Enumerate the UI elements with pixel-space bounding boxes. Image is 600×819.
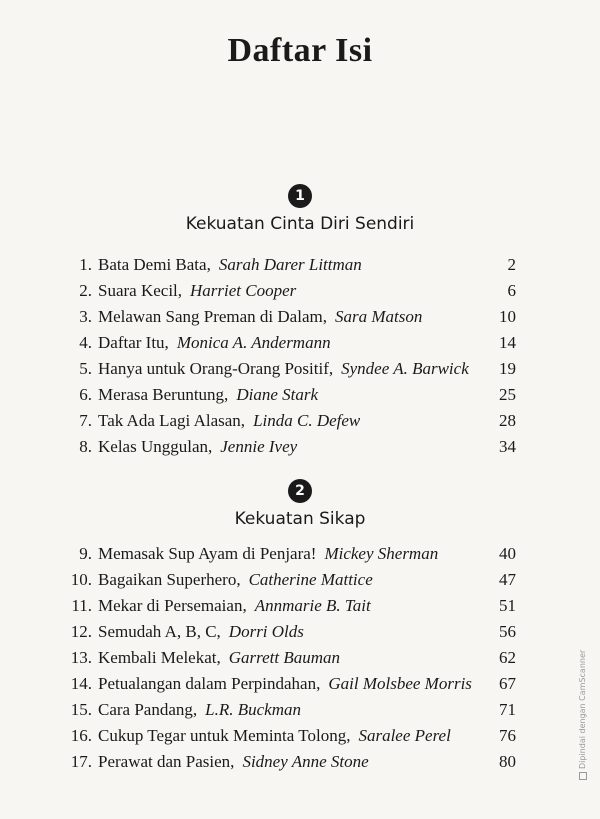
toc-entry: [0, 543, 600, 569]
toc-entry-author: Harriet Cooper: [190, 281, 297, 300]
toc-entry-page: 62: [499, 648, 516, 667]
toc-entry-page: 14: [499, 333, 516, 352]
toc-entry-title-text: Petualangan dalam Perpindahan,: [98, 674, 321, 693]
toc-entry-title: [98, 543, 438, 565]
toc-entry-number: 17.: [70, 752, 92, 771]
toc-entry: [0, 280, 600, 306]
section-2-number-icon: 2: [288, 479, 312, 503]
toc-entry: [0, 621, 600, 647]
toc-entry-page: 2: [507, 255, 516, 274]
toc-entry-title-text: Melawan Sang Preman di Dalam,: [98, 307, 327, 326]
toc-entry-page: 56: [499, 622, 516, 641]
toc-entry-title-text: Bagaikan Superhero,: [98, 570, 241, 589]
toc-entry-title: [98, 699, 301, 721]
toc-entry-author: Catherine Mattice: [248, 570, 373, 589]
toc-entry-number: 6.: [79, 385, 92, 404]
toc-entry-title-text: Bata Demi Bata,: [98, 255, 211, 274]
toc-entry-number: 7.: [79, 411, 92, 430]
toc-entry: [0, 699, 600, 725]
section-1-list: [0, 254, 600, 462]
toc-entry-page: 10: [499, 307, 516, 326]
scanner-logo-icon: [579, 772, 587, 780]
toc-entry-page: 28: [499, 411, 516, 430]
toc-entry-author: Monica A. Andermann: [176, 333, 331, 352]
toc-entry-author: Dorri Olds: [228, 622, 304, 641]
toc-entry: [0, 436, 600, 462]
toc-entry-title: [98, 384, 318, 406]
toc-entry-page: 47: [499, 570, 516, 589]
toc-entry: [0, 254, 600, 280]
toc-entry: [0, 647, 600, 673]
toc-entry-author: Linda C. Defew: [253, 411, 361, 430]
toc-entry: [0, 358, 600, 384]
toc-entry-title: [98, 332, 331, 354]
toc-entry-page: 67: [499, 674, 516, 693]
toc-entry-number: 5.: [79, 359, 92, 378]
watermark-text: Dipindai dengan CamScanner: [578, 649, 587, 769]
toc-entry-author: L.R. Buckman: [205, 700, 301, 719]
toc-entry-title-text: Perawat dan Pasien,: [98, 752, 235, 771]
section-1-number-icon: 1: [288, 184, 312, 208]
toc-entry-title-text: Kelas Unggulan,: [98, 437, 213, 456]
toc-entry-author: Saralee Perel: [358, 726, 451, 745]
toc-entry-author: Sidney Anne Stone: [242, 752, 369, 771]
toc-entry-title-text: Daftar Itu,: [98, 333, 169, 352]
toc-entry-title: [98, 647, 340, 669]
toc-entry-title-text: Kembali Melekat,: [98, 648, 221, 667]
toc-entry-title: [98, 306, 422, 328]
toc-entry-number: 13.: [70, 648, 92, 667]
toc-entry-author: Annmarie B. Tait: [254, 596, 371, 615]
toc-entry-author: Garrett Bauman: [228, 648, 341, 667]
section-1-title: Kekuatan Cinta Diri Sendiri: [185, 214, 415, 234]
toc-entry-number: 16.: [70, 726, 92, 745]
toc-entry-title-text: Memasak Sup Ayam di Penjara!: [98, 544, 317, 563]
toc-entry-title-text: Merasa Beruntung,: [98, 385, 229, 404]
toc-entry-title: [98, 358, 469, 380]
toc-entry-number: 10.: [70, 570, 92, 589]
toc-entry-page: 71: [499, 700, 516, 719]
toc-entry-title: [98, 673, 472, 695]
toc-entry-title: [98, 280, 296, 302]
toc-entry-page: 76: [499, 726, 516, 745]
toc-entry-title: [98, 436, 297, 458]
toc-entry-page: 40: [499, 544, 516, 563]
toc-entry-author: Diane Stark: [236, 385, 318, 404]
toc-entry-author: Gail Molsbee Morris: [328, 674, 472, 693]
toc-entry-number: 3.: [79, 307, 92, 326]
toc-entry-page: 6: [507, 281, 516, 300]
toc-entry: [0, 569, 600, 595]
toc-entry-title: [98, 254, 362, 276]
toc-entry-title: [98, 595, 371, 617]
scanner-watermark: [578, 650, 587, 780]
toc-entry-title: [98, 621, 304, 643]
toc-entry-number: 1.: [79, 255, 92, 274]
toc-entry: [0, 384, 600, 410]
toc-entry-number: 8.: [79, 437, 92, 456]
toc-entry-title-text: Semudah A, B, C,: [98, 622, 221, 641]
toc-entry-author: Mickey Sherman: [324, 544, 439, 563]
toc-entry-page: 19: [499, 359, 516, 378]
toc-entry-title-text: Hanya untuk Orang-Orang Positif,: [98, 359, 334, 378]
page-title: Daftar Isi: [227, 32, 373, 69]
toc-entry-title: [98, 569, 373, 591]
toc-entry: [0, 595, 600, 621]
toc-entry: [0, 410, 600, 436]
toc-entry: [0, 332, 600, 358]
toc-entry-page: 80: [499, 752, 516, 771]
section-2-list: [0, 543, 600, 777]
toc-entry-number: 11.: [71, 596, 92, 615]
toc-entry-number: 2.: [79, 281, 92, 300]
toc-entry-title: [98, 751, 369, 773]
toc-entry-title-text: Tak Ada Lagi Alasan,: [98, 411, 246, 430]
toc-entry-number: 15.: [70, 700, 92, 719]
toc-entry-author: Jennie Ivey: [220, 437, 298, 456]
toc-entry-number: 14.: [70, 674, 92, 693]
toc-entry: [0, 306, 600, 332]
toc-entry-author: Sarah Darer Littman: [218, 255, 362, 274]
toc-entry-author: Sara Matson: [334, 307, 423, 326]
toc-entry-title: [98, 410, 360, 432]
toc-entry-title-text: Mekar di Persemaian,: [98, 596, 247, 615]
toc-entry-number: 9.: [79, 544, 92, 563]
toc-entry-title-text: Suara Kecil,: [98, 281, 183, 300]
toc-entry: [0, 751, 600, 777]
toc-entry-page: 25: [499, 385, 516, 404]
section-2-title: Kekuatan Sikap: [234, 509, 366, 529]
toc-entry-title-text: Cara Pandang,: [98, 700, 198, 719]
toc-entry-author: Syndee A. Barwick: [341, 359, 469, 378]
toc-entry-number: 4.: [79, 333, 92, 352]
toc-entry-page: 51: [499, 596, 516, 615]
toc-entry: [0, 725, 600, 751]
toc-entry: [0, 673, 600, 699]
toc-entry-title-text: Cukup Tegar untuk Meminta Tolong,: [98, 726, 351, 745]
toc-entry-page: 34: [499, 437, 516, 456]
toc-entry-title: [98, 725, 451, 747]
toc-entry-number: 12.: [70, 622, 92, 641]
